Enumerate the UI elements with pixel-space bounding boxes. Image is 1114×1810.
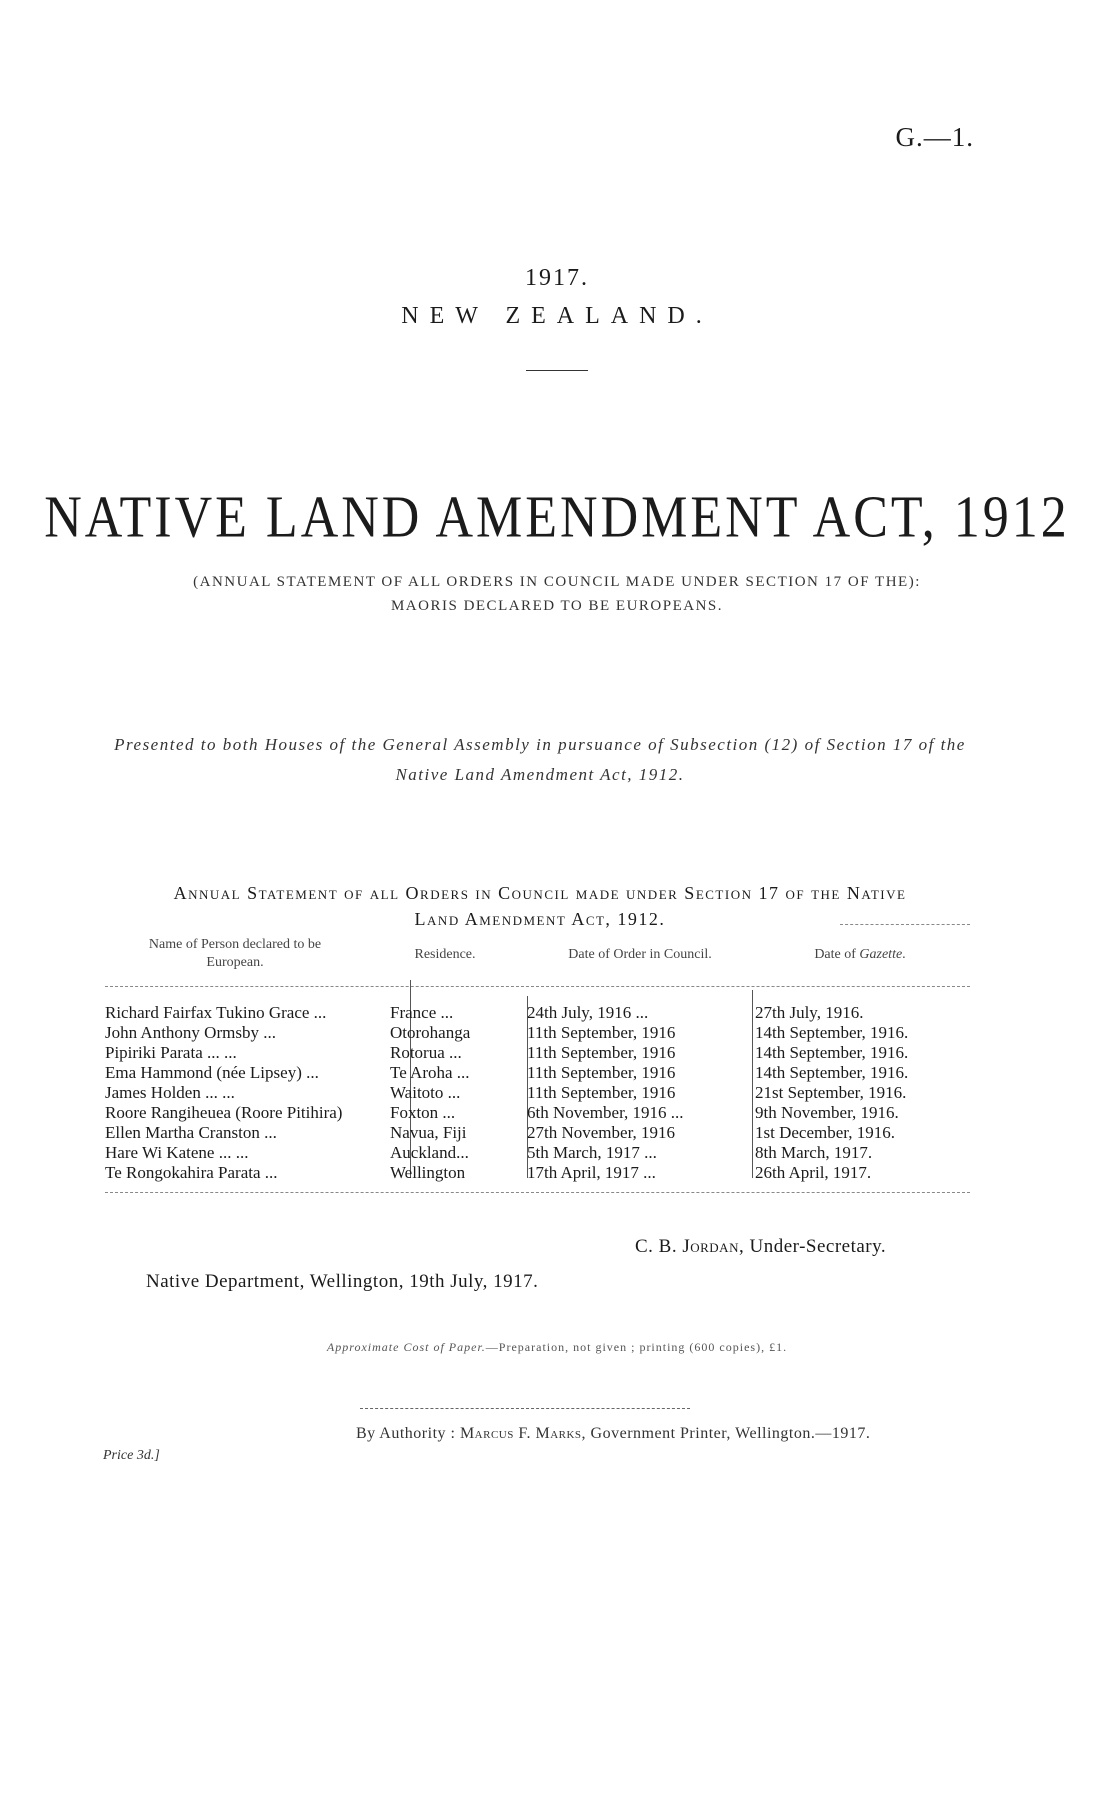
signature xyxy=(635,1236,886,1258)
cell-order-date: 11th September, 1916 xyxy=(527,1023,676,1042)
header-order-date: Date of Order in Council. xyxy=(568,947,712,962)
cell-residence: Waitoto ... xyxy=(390,1083,461,1102)
signatory-name: C. B. Jordan, xyxy=(635,1236,745,1257)
authority-rest: Government Printer, Wellington.—1917. xyxy=(590,1425,871,1442)
cell-name: Richard Fairfax Tukino Grace ... xyxy=(105,1003,327,1022)
header-rule xyxy=(105,986,970,987)
footer-rule xyxy=(360,1408,690,1409)
printer-authority xyxy=(356,1425,870,1443)
cell-name: Te Rongokahira Parata ... xyxy=(105,1163,278,1182)
cell-order-date: 5th March, 1917 ... xyxy=(527,1143,657,1162)
cell-name: John Anthony Ormsby ... xyxy=(105,1023,276,1042)
cell-order-date: 11th September, 1916 xyxy=(527,1083,676,1102)
cell-name: Hare Wi Katene ... ... xyxy=(105,1143,249,1162)
cell-name: James Holden ... ... xyxy=(105,1083,235,1102)
cell-gazette-date: 1st December, 1916. xyxy=(755,1123,896,1142)
cost-line-details: —Preparation, not given ; printing (600 copies), £1. xyxy=(485,1340,788,1354)
page-reference: G.—1. xyxy=(895,122,974,152)
cell-gazette-date: 27th July, 1916. xyxy=(755,1003,864,1022)
header-name-line-1: Name of Person declared to be xyxy=(148,937,322,952)
department-line: Native Department, Wellington, 19th July, 1917. xyxy=(146,1271,539,1292)
table-top-rule xyxy=(840,924,970,925)
cell-residence: Rotorua ... xyxy=(390,1043,462,1062)
statement-heading-line-1: Annual Statement of all Orders in Council made under Section 17 of the Native xyxy=(173,883,907,903)
subtitle xyxy=(0,570,1114,618)
statement-heading-line-2: Land Amendment Act, 1912. xyxy=(414,909,666,929)
cell-name: Ellen Martha Cranston ... xyxy=(105,1123,277,1142)
signatory-title: Under-Secretary. xyxy=(749,1236,887,1257)
presentation-line-1: Presented to both Houses of the General Assembly in pursuance of Subsection (12) of Section 17 of the xyxy=(114,735,966,754)
subtitle-line-2: MAORIS DECLARED TO BE EUROPEANS. xyxy=(390,598,724,614)
subtitle-line-1: (ANNUAL STATEMENT OF ALL ORDERS IN COUNCIL MADE UNDER SECTION 17 OF THE): xyxy=(193,574,921,590)
cell-gazette-date: 14th September, 1916. xyxy=(755,1043,909,1062)
presentation-note xyxy=(100,730,980,790)
cell-order-date: 17th April, 1917 ... xyxy=(527,1163,656,1182)
cost-line xyxy=(0,1340,1114,1355)
presentation-line-2: Native Land Amendment Act, 1912. xyxy=(395,765,685,784)
cost-line-label: Approximate Cost of Paper. xyxy=(326,1340,486,1354)
cell-gazette-date: 8th March, 1917. xyxy=(755,1143,873,1162)
cell-name: Roore Rangiheuea (Roore Pitihira) xyxy=(105,1103,343,1122)
cell-name: Ema Hammond (née Lipsey) ... xyxy=(105,1063,319,1082)
printer-name: Marcus F. Marks, xyxy=(459,1425,587,1442)
cell-residence: Foxton ... xyxy=(390,1103,456,1122)
cell-order-date: 11th September, 1916 xyxy=(527,1043,676,1062)
cell-gazette-date: 9th November, 1916. xyxy=(755,1103,899,1122)
cell-gazette-date: 14th September, 1916. xyxy=(755,1023,909,1042)
cell-residence: Te Aroha ... xyxy=(390,1063,470,1082)
cell-order-date: 24th July, 1916 ... xyxy=(527,1003,649,1022)
header-name xyxy=(115,936,355,972)
cell-order-date: 6th November, 1916 ... xyxy=(527,1103,684,1122)
cell-name: Pipiriki Parata ... ... xyxy=(105,1043,237,1062)
authority-prefix: By Authority : xyxy=(356,1425,456,1442)
cell-gazette-date: 26th April, 1917. xyxy=(755,1163,872,1182)
title-divider xyxy=(526,370,588,371)
header-name-line-2: European. xyxy=(206,955,264,970)
column-divider-3 xyxy=(752,990,753,1178)
cell-residence: France ... xyxy=(390,1003,454,1022)
cell-residence: Otorohanga xyxy=(390,1023,471,1042)
header-gazette-suffix: . xyxy=(902,947,906,962)
cell-residence: Wellington xyxy=(390,1163,466,1182)
header-gazette-date xyxy=(770,946,950,964)
header-gazette-italic: Gazette xyxy=(859,947,903,962)
country: NEW ZEALAND. xyxy=(401,303,713,329)
cell-residence: Navua, Fiji xyxy=(390,1123,467,1142)
price: Price 3d.] xyxy=(103,1448,160,1463)
cell-gazette-date: 14th September, 1916. xyxy=(755,1063,909,1082)
page-title: NATIVE LAND AMENDMENT ACT, 1912 xyxy=(44,484,1070,551)
header-gazette-prefix: Date of xyxy=(814,947,860,962)
cell-order-date: 11th September, 1916 xyxy=(527,1063,676,1082)
table-bottom-rule xyxy=(105,1192,970,1193)
cell-gazette-date: 21st September, 1916. xyxy=(755,1083,907,1102)
year: 1917. xyxy=(525,265,589,291)
header-residence: Residence. xyxy=(414,947,476,962)
cell-residence: Auckland... xyxy=(390,1143,469,1162)
cell-order-date: 27th November, 1916 xyxy=(527,1123,676,1142)
